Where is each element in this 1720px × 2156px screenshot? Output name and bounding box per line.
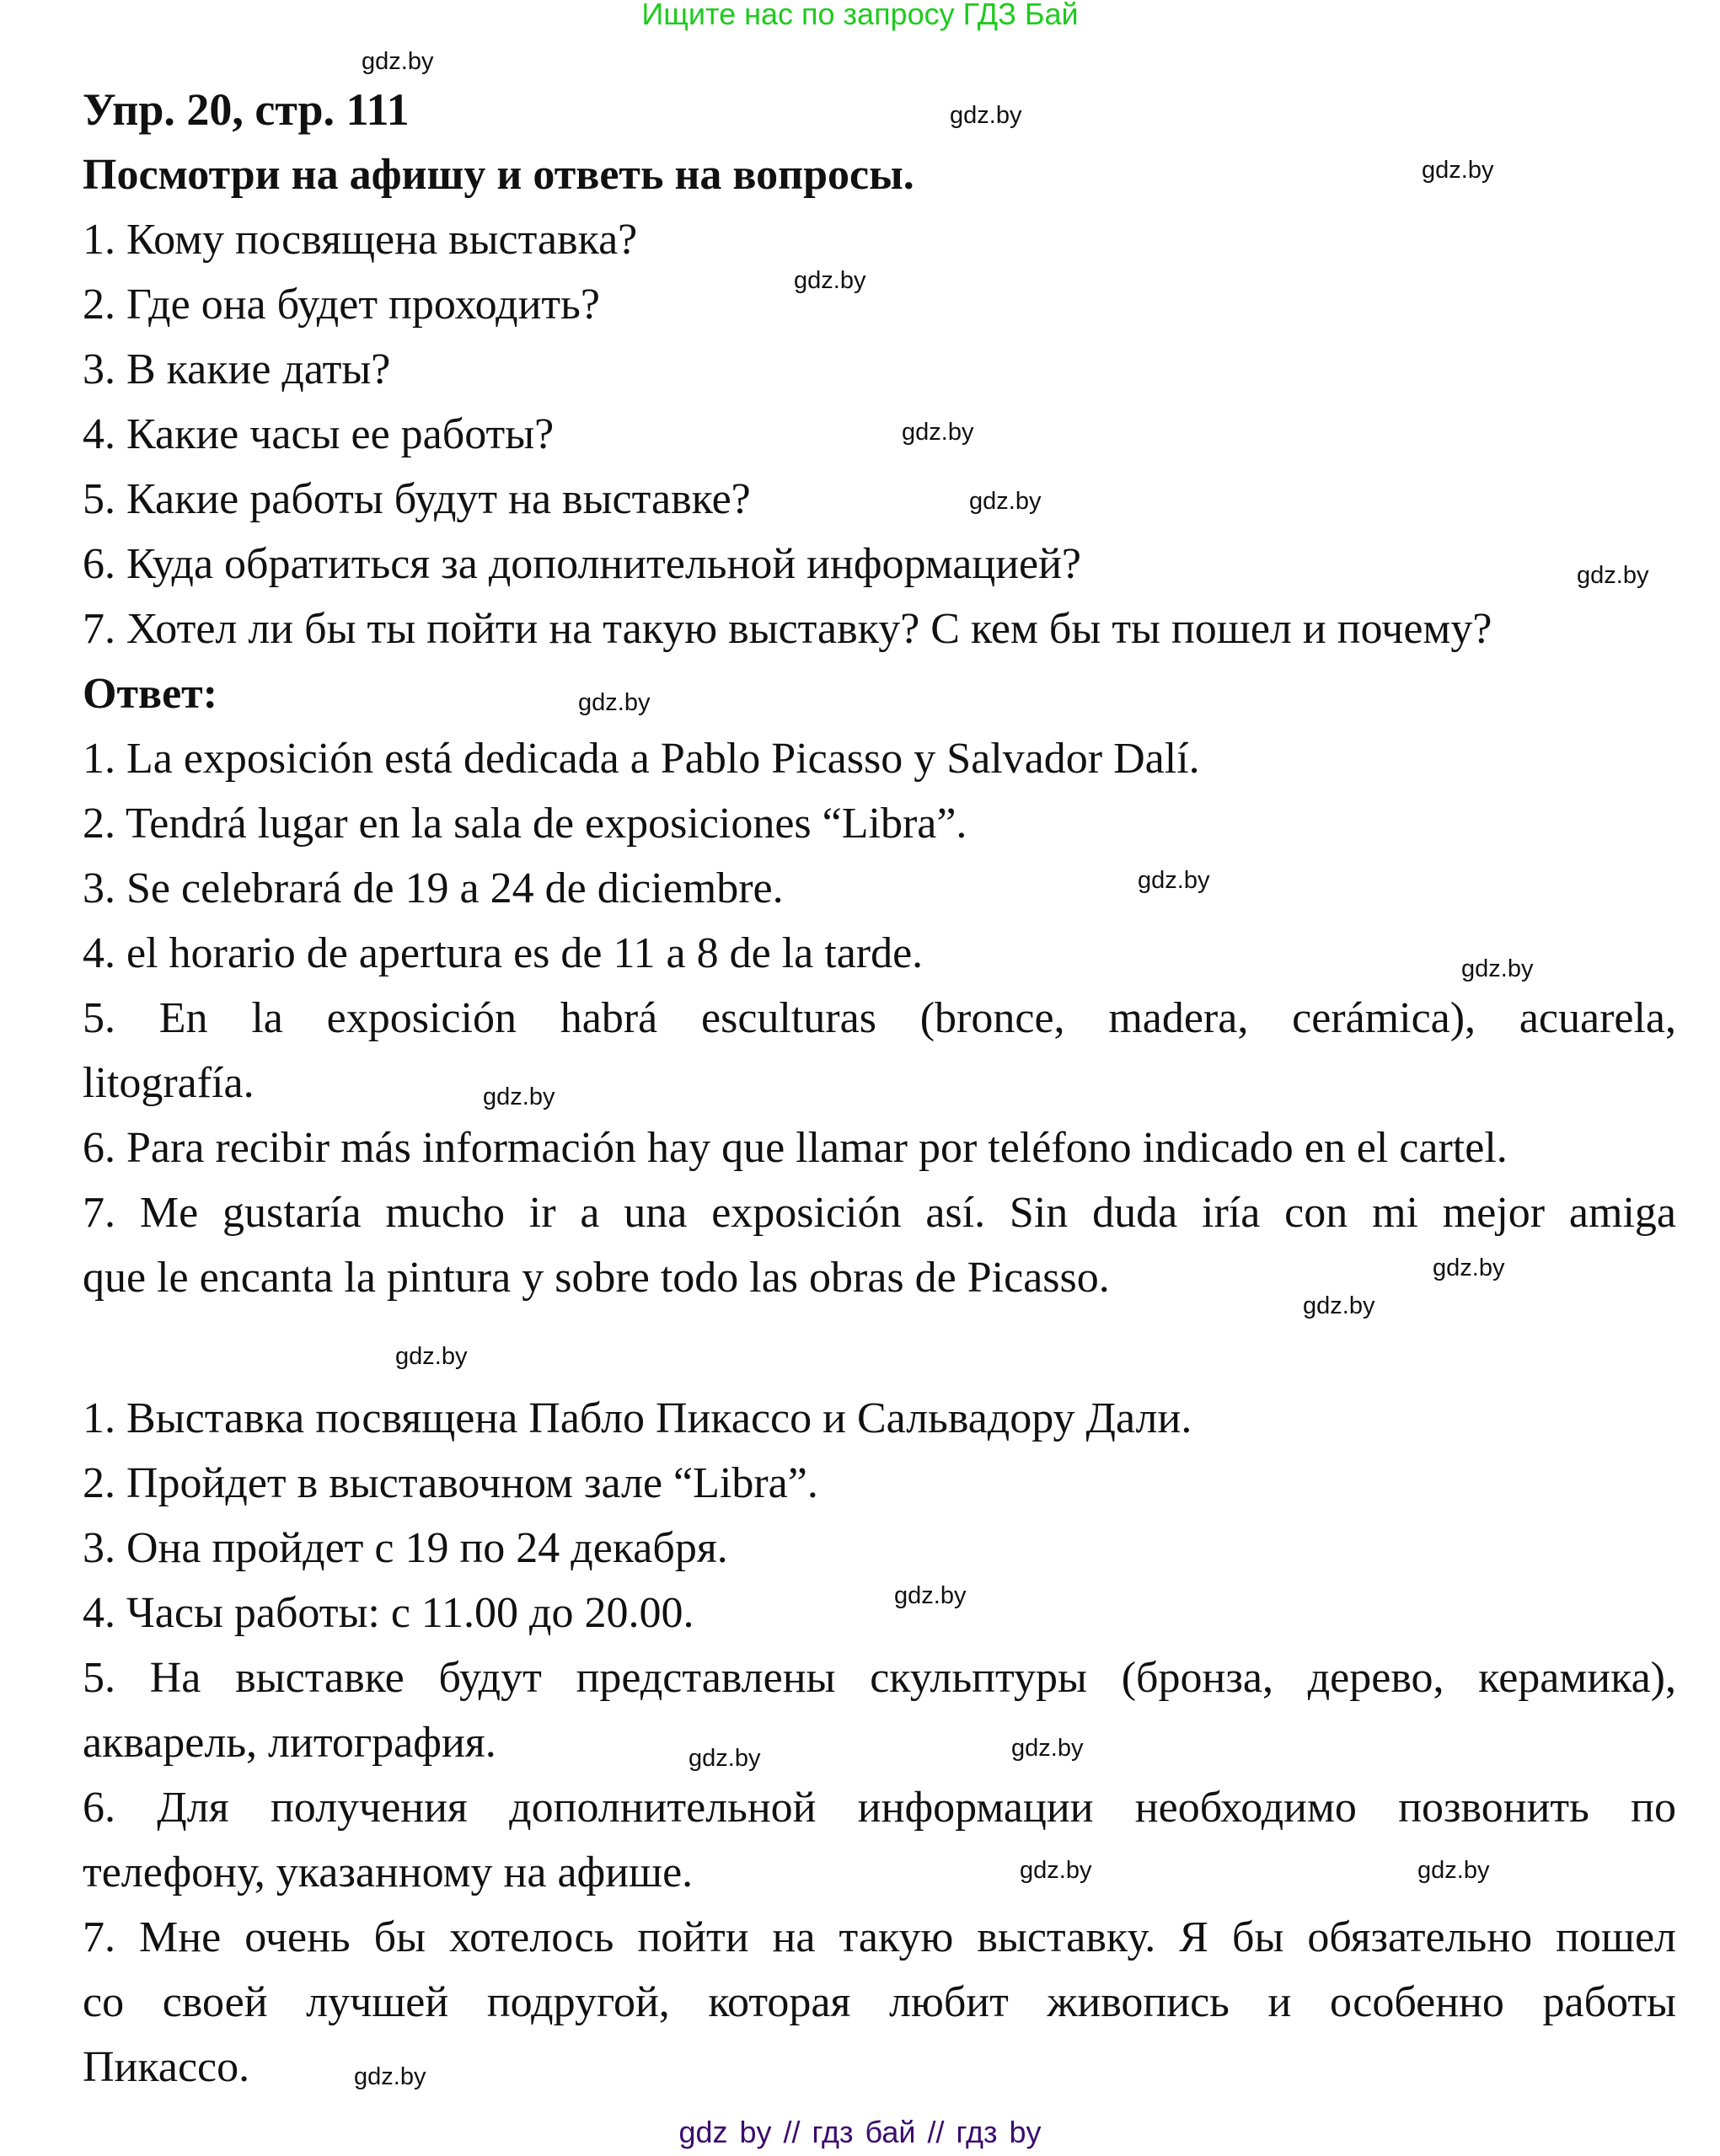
question: 3. В какие даты? xyxy=(83,345,391,393)
question: 2. Где она будет проходить? xyxy=(83,281,600,329)
watermark: gdz.by xyxy=(902,419,974,446)
question: 5. Какие работы будут на выставке? xyxy=(83,475,751,523)
watermark: gdz.by xyxy=(354,2063,426,2090)
watermark: gdz.by xyxy=(1433,1255,1505,1281)
answer-label: Ответ: xyxy=(83,670,218,718)
answer-ru: 6. Для получения дополнительной информации необходимо позвонить по xyxy=(83,1784,1676,1832)
watermark: gdz.by xyxy=(1577,562,1649,589)
answer-es: 6. Para recibir más información hay que llamar por teléfono indicado en el cartel. xyxy=(83,1124,1508,1172)
watermark: gdz.by xyxy=(1020,1857,1092,1884)
watermark: gdz.by xyxy=(1422,157,1494,184)
answer-ru: 3. Она пройдет с 19 по 24 декабря. xyxy=(83,1524,728,1572)
answer-es: que le encanta la pintura y sobre todo las obras de Picasso. xyxy=(83,1254,1110,1302)
document-body xyxy=(83,78,1676,2100)
answer-ru: акварель, литография. xyxy=(83,1719,496,1767)
watermark: gdz.by xyxy=(1417,1857,1490,1884)
answer-ru: 7. Мне очень бы хотелось пойти на такую выставку. Я бы обязательно пошел xyxy=(83,1913,1676,1961)
answer-es: 4. el horario de apertura es de 11 a 8 de la tarde. xyxy=(83,929,924,977)
footer-links: gdz by // гдз бай // гдз by xyxy=(678,2115,1042,2149)
watermark: gdz.by xyxy=(483,1083,555,1110)
watermark: gdz.by xyxy=(894,1582,967,1609)
question: 1. Кому посвящена выставка? xyxy=(83,216,638,264)
watermark: gdz.by xyxy=(362,48,434,75)
answer-ru: 5. На выставке будут представлены скульптуры (бронза, дерево, керамика), xyxy=(83,1654,1676,1702)
answer-es: 5. En la exposición habrá esculturas (bronce, madera, cerámica), acuarela, xyxy=(83,994,1676,1042)
answer-es: 1. La exposición está dedicada a Pablo Picasso y Salvador Dalí. xyxy=(83,735,1200,783)
answer-es: 7. Me gustaría mucho ir a una exposición así. Sin duda iría con mi mejor amiga xyxy=(83,1189,1676,1237)
header-banner: Ищите нас по запросу ГДЗ Бай xyxy=(641,0,1079,31)
question: 6. Куда обратиться за дополнительной информацией? xyxy=(83,540,1082,588)
question: 4. Какие часы ее работы? xyxy=(83,410,555,458)
answer-ru: 4. Часы работы: с 11.00 до 20.00. xyxy=(83,1589,694,1637)
task-heading: Посмотри на афишу и ответь на вопросы. xyxy=(83,151,914,199)
watermark: gdz.by xyxy=(578,689,651,716)
answer-ru: 2. Пройдет в выставочном зале “Libra”. xyxy=(83,1459,818,1507)
answer-es: 2. Tendrá lugar en la sala de exposiciones “Libra”. xyxy=(83,800,967,848)
answer-ru: телефону, указанному на афише. xyxy=(83,1848,694,1897)
watermark: gdz.by xyxy=(395,1343,468,1370)
answer-ru: 1. Выставка посвящена Пабло Пикассо и Сальвадору Дали. xyxy=(83,1394,1192,1442)
exercise-title: Упр. 20, стр. 111 xyxy=(83,84,410,135)
answer-es: litografía. xyxy=(83,1059,255,1107)
watermark: gdz.by xyxy=(950,102,1022,129)
watermark: gdz.by xyxy=(969,488,1042,515)
answer-ru: со своей лучшей подругой, которая любит живопись и особенно работы xyxy=(83,1978,1676,2026)
answer-ru: Пикассо. xyxy=(83,2043,250,2091)
question: 7. Хотел ли бы ты пойти на такую выставку? С кем бы ты пошел и почему? xyxy=(83,605,1492,653)
watermark: gdz.by xyxy=(1461,955,1534,982)
watermark: gdz.by xyxy=(1011,1735,1084,1762)
watermark: gdz.by xyxy=(689,1745,761,1772)
watermark: gdz.by xyxy=(794,267,866,294)
watermark: gdz.by xyxy=(1138,867,1210,894)
answer-es: 3. Se celebrará de 19 a 24 de diciembre. xyxy=(83,864,784,912)
watermark: gdz.by xyxy=(1303,1292,1375,1319)
